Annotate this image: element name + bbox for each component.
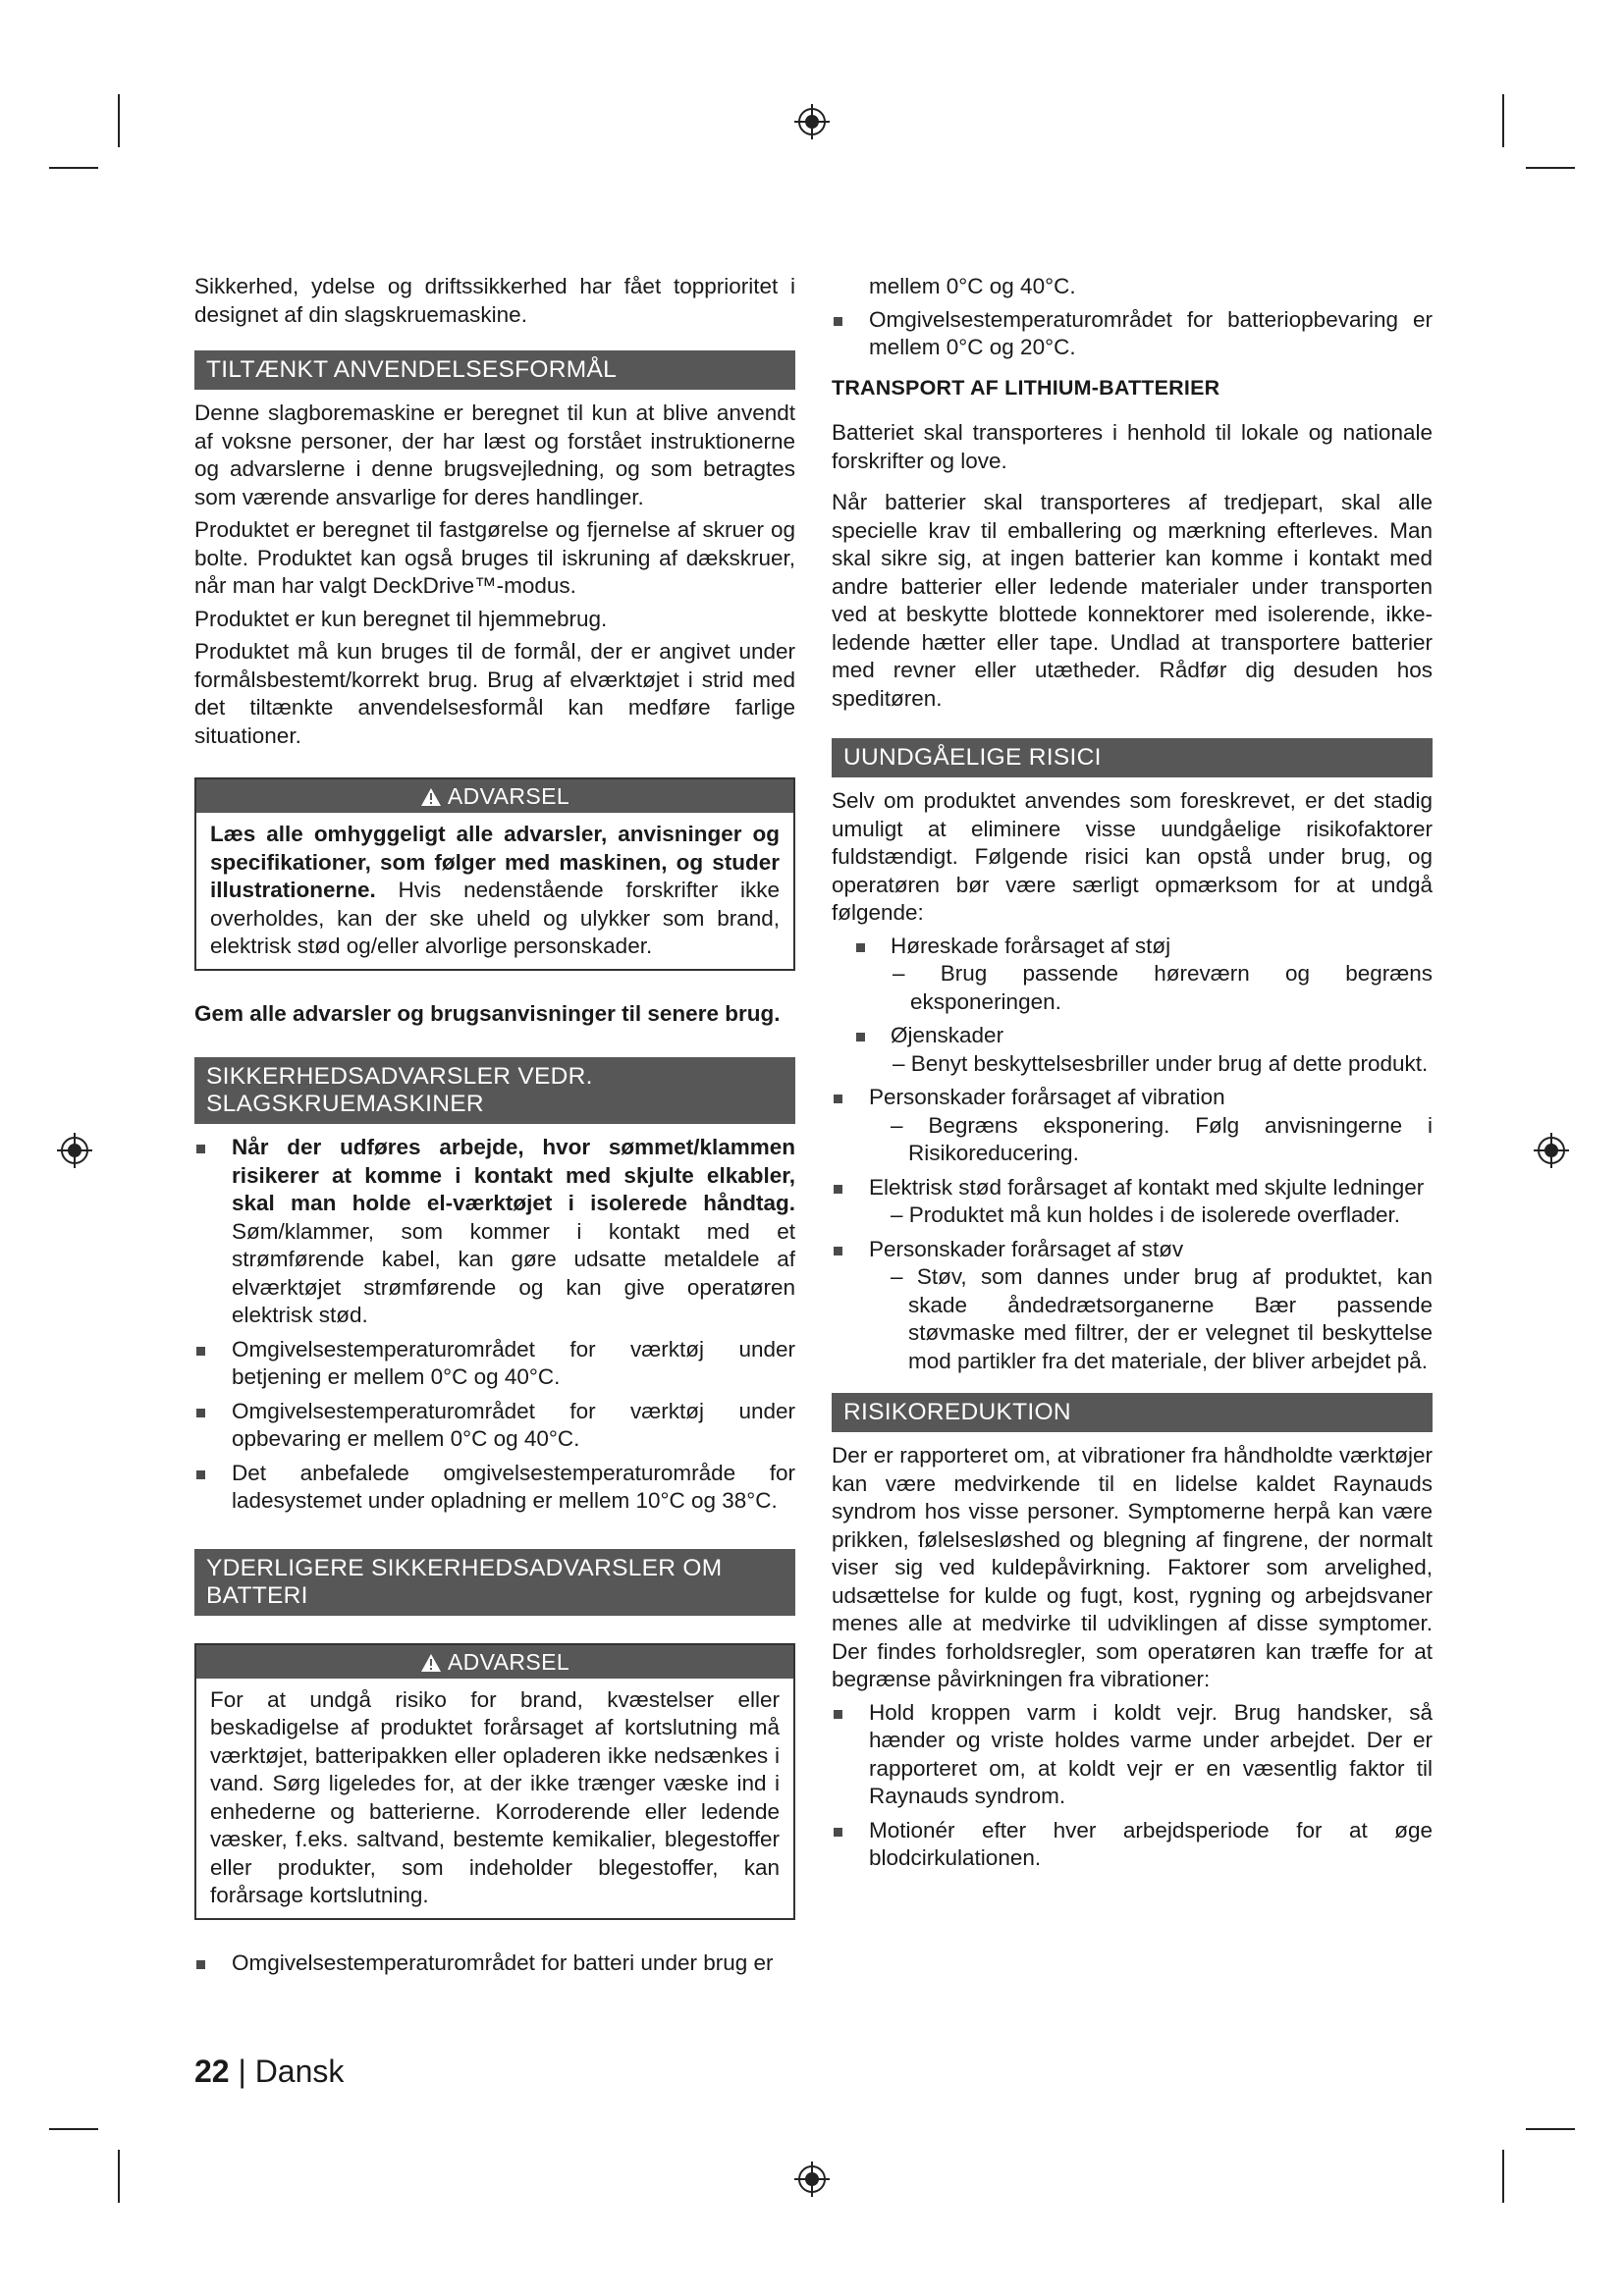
risk-mitigation: – Støv, som dannes under brug af produktet, kan skade åndedrætsorganerne Bær passende støvmaske med filtrer, der er velegnet til beskyttelse mod partikler fra det materiale, der bliver arbejdet på. [891,1264,1433,1373]
warning-title [196,1645,793,1679]
risks-heading: UUNDGÅELIGE RISICI [832,738,1433,777]
list-item [832,1084,1433,1168]
intended-use-heading: TILTÆNKT ANVENDELSESFORMÅL [194,350,795,390]
warning-body: For at undgå risiko for brand, kvæstelser eller beskadigelse af produktet forårsaget af kortslutning må værktøjet, batteripakken eller opladeren ikke nedsænkes i vand. Sørg ligeledes for, at der ikke trænger væske ind i enhederne og batterierne. Korroderende eller ledende væsker, f.eks. saltvand, bestemte kemikalier, blegestoffer eller produkter, som indeholder blegestoffer, kan forårsage kortslutning. [210,1686,780,1907]
reduction-list [832,1699,1433,1873]
transport-heading: TRANSPORT AF LITHIUM-BATTERIER [832,375,1220,400]
warning-text: Hvis nedenstående forskrifter ikke overholdes, kan der ske uheld og ulykker som brand, elektrisk stød og/eller alvorlige personskader. [210,878,780,958]
list-item-bold: Når der udføres arbejde, hvor sømmet/klammen risikerer at komme i kontakt med skjulte elkabler, skal man holde el-værktøjet i isolerede håndtag. [232,1135,795,1215]
list-item [832,1022,1433,1078]
list-item: Omgivelsestemperaturområdet for batteri under brug er [194,1949,795,1978]
list-item-text: Søm/klammer, som kommer i kontakt med et strømførende kabel, kan gøre udsatte metaldele af elværktøjet strømførende og kan give operatøren elektrisk stød. [232,1218,795,1327]
transport-paragraph: Når batterier skal transporteres af tredjepart, skal alle specielle krav til emballering og mærkning efterleves. Man skal sikre sig, at ingen batterier kan komme i kontakt med andre batterier eller ledende materialer under transporten ved at beskytte blottede konnektorer med isolerende, ikke-ledende hætter eller tape. Undlad at transportere batterier med revner eller utætheder. Rådfør dig desuden hos speditøren. [832,490,1433,711]
crop-mark-top-left-v [118,94,120,147]
registration-mark-top-icon [792,102,832,141]
list-item [194,1460,795,1516]
crop-mark-bottom-left-h [49,2128,98,2130]
warning-box-battery [194,1643,795,1920]
registration-mark-bottom-icon [792,2160,832,2199]
safety-heading: SIKKERHEDSADVARSLER VEDR. SLAGSKRUEMASKINER [194,1057,795,1124]
intended-use-paragraph: Produktet er kun beregnet til hjemmebrug. [194,606,608,631]
registration-mark-right-icon [1532,1131,1571,1170]
footer-language: Dansk [254,2054,345,2089]
warning-triangle-icon [420,787,442,807]
warning-title-text: ADVARSEL [447,783,570,809]
list-item: Hold kroppen varm i koldt vejr. Brug handsker, så hænder og vriste holdes varme under arbejdet. Der er rapporteret om, at koldt vejr er en væsentlig faktor til Raynauds syndrom. [832,1699,1433,1811]
list-item-text: Det anbefalede omgivelsestemperaturområde for ladesystemet under opladning er mellem 10°C og 38°C. [232,1460,795,1513]
crop-mark-bottom-right-v [1502,2150,1504,2203]
list-item [194,1336,795,1392]
risks-intro: Selv om produktet anvendes som foreskrevet, er det stadig umuligt at eliminere visse uundgåelige risikofaktorer fuldstændigt. Følgende risici kan opstå under brug, og operatøren bør være særligt opmærksom for at undgå følgende: [832,788,1433,925]
reduction-heading: RISIKOREDUKTION [832,1393,1433,1432]
list-item [832,1236,1433,1376]
list-item [194,1398,795,1454]
crop-mark-bottom-left-v [118,2150,120,2203]
battery-heading: YDERLIGERE SIKKERHEDSADVARSLER OM BATTERI [194,1549,795,1616]
footer-separator: | [238,2054,246,2089]
warning-title [196,779,793,813]
risk-label: Øjenskader [891,1023,1004,1047]
reduction-paragraph: Der er rapporteret om, at vibrationer fra håndholdte værktøjer kan være medvirkende til en lidelse kaldet Raynauds syndrom hos visse personer. Symptomerne herpå kan være prikken, følelsesløshed og blegning af fingrene, der normalt viser sig ved kuldepåvirkning. Faktorer som arvelighed, udsættelse for kulde og fugt, kost, rygning og arbejdsvaner menes alle at medvirke til udviklingen af disse symptomer. Der findes forholdsregler, som operatøren kan træffe for at begrænse påvirkningen fra vibrationer: [832,1443,1433,1691]
page-footer [194,2054,344,2090]
intro-paragraph: Sikkerhed, ydelse og driftssikkerhed har fået topprioritet i designet af din slagskruemaskine. [194,274,795,327]
crop-mark-top-left-h [49,167,98,169]
list-item: Motionér efter hver arbejdsperiode for at øge blodcirkulationen. [832,1817,1433,1873]
warning-box-general [194,777,795,971]
risk-mitigation: – Begræns eksponering. Følg anvisningerne i Risikoreducering. [891,1112,1433,1165]
list-item-text: Omgivelsestemperaturområdet for værktøj under betjening er mellem 0°C og 40°C. [232,1336,795,1389]
risk-mitigation: – Produktet må kun holdes i de isolerede overflader. [891,1202,1401,1227]
continued-text: mellem 0°C og 40°C. [869,274,1076,298]
crop-mark-top-right-v [1502,94,1504,147]
warning-triangle-icon [420,1653,442,1673]
risk-mitigation: – Brug passende høreværn og begræns eksponeringen. [893,961,1433,1014]
list-item: Omgivelsestemperaturområdet for batteriopbevaring er mellem 0°C og 20°C. [832,306,1433,362]
risk-label: Personskader forårsaget af vibration [869,1085,1225,1109]
warning-body [196,813,793,969]
transport-paragraph: Batteriet skal transporteres i henhold til lokale og nationale forskrifter og love. [832,420,1433,473]
battery-list [194,1949,795,1978]
warning-title-text: ADVARSEL [447,1648,570,1675]
intended-use-paragraph: Produktet er beregnet til fastgørelse og fjernelse af skruer og bolte. Produktet kan også bruges til iskruning af dækskruer, når man har valgt DeckDrive™-modus. [194,517,795,598]
list-item [832,1174,1433,1230]
warning-bold-text: Læs alle omhyggeligt alle advarsler, anvisninger og specifikationer, som følger med maskinen, og studer illustrationerne. [210,822,780,902]
risks-list [832,933,1433,1079]
page-number: 22 [194,2054,230,2089]
registration-mark-left-icon [55,1131,94,1170]
left-column [194,273,795,1983]
intended-use-paragraph: Denne slagboremaskine er beregnet til kun at blive anvendt af voksne personer, der har læst og forstået instruktionerne og advarslerne i denne brugsvejledning, og som betragtes som værende ansvarlige for deres handlinger. [194,400,795,509]
crop-mark-bottom-right-h [1526,2128,1575,2130]
right-column [832,273,1433,1879]
save-instructions-note: Gem alle advarsler og brugsanvisninger til senere brug. [194,1000,781,1026]
crop-mark-top-right-h [1526,167,1575,169]
risk-label: Elektrisk stød forårsaget af kontakt med skjulte ledninger [869,1174,1425,1200]
risks-list-continued [832,1084,1433,1375]
intended-use-paragraph: Produktet må kun bruges til de formål, der er angivet under formålsbestemt/korrekt brug. Brug af elværktøjet i strid med det tiltænkte anvendelsesformål kan medføre farlige situationer. [194,639,795,748]
battery-list-continued [832,306,1433,362]
list-item [832,933,1433,1017]
risk-label: Personskader forårsaget af støv [869,1236,1184,1261]
safety-list [194,1134,795,1516]
list-item [194,1134,795,1330]
risk-mitigation: – Benyt beskyttelsesbriller under brug af dette produkt. [893,1050,1429,1076]
risk-label: Høreskade forårsaget af støj [891,933,1171,958]
list-item-text: Omgivelsestemperaturområdet for værktøj under opbevaring er mellem 0°C og 40°C. [232,1398,795,1451]
